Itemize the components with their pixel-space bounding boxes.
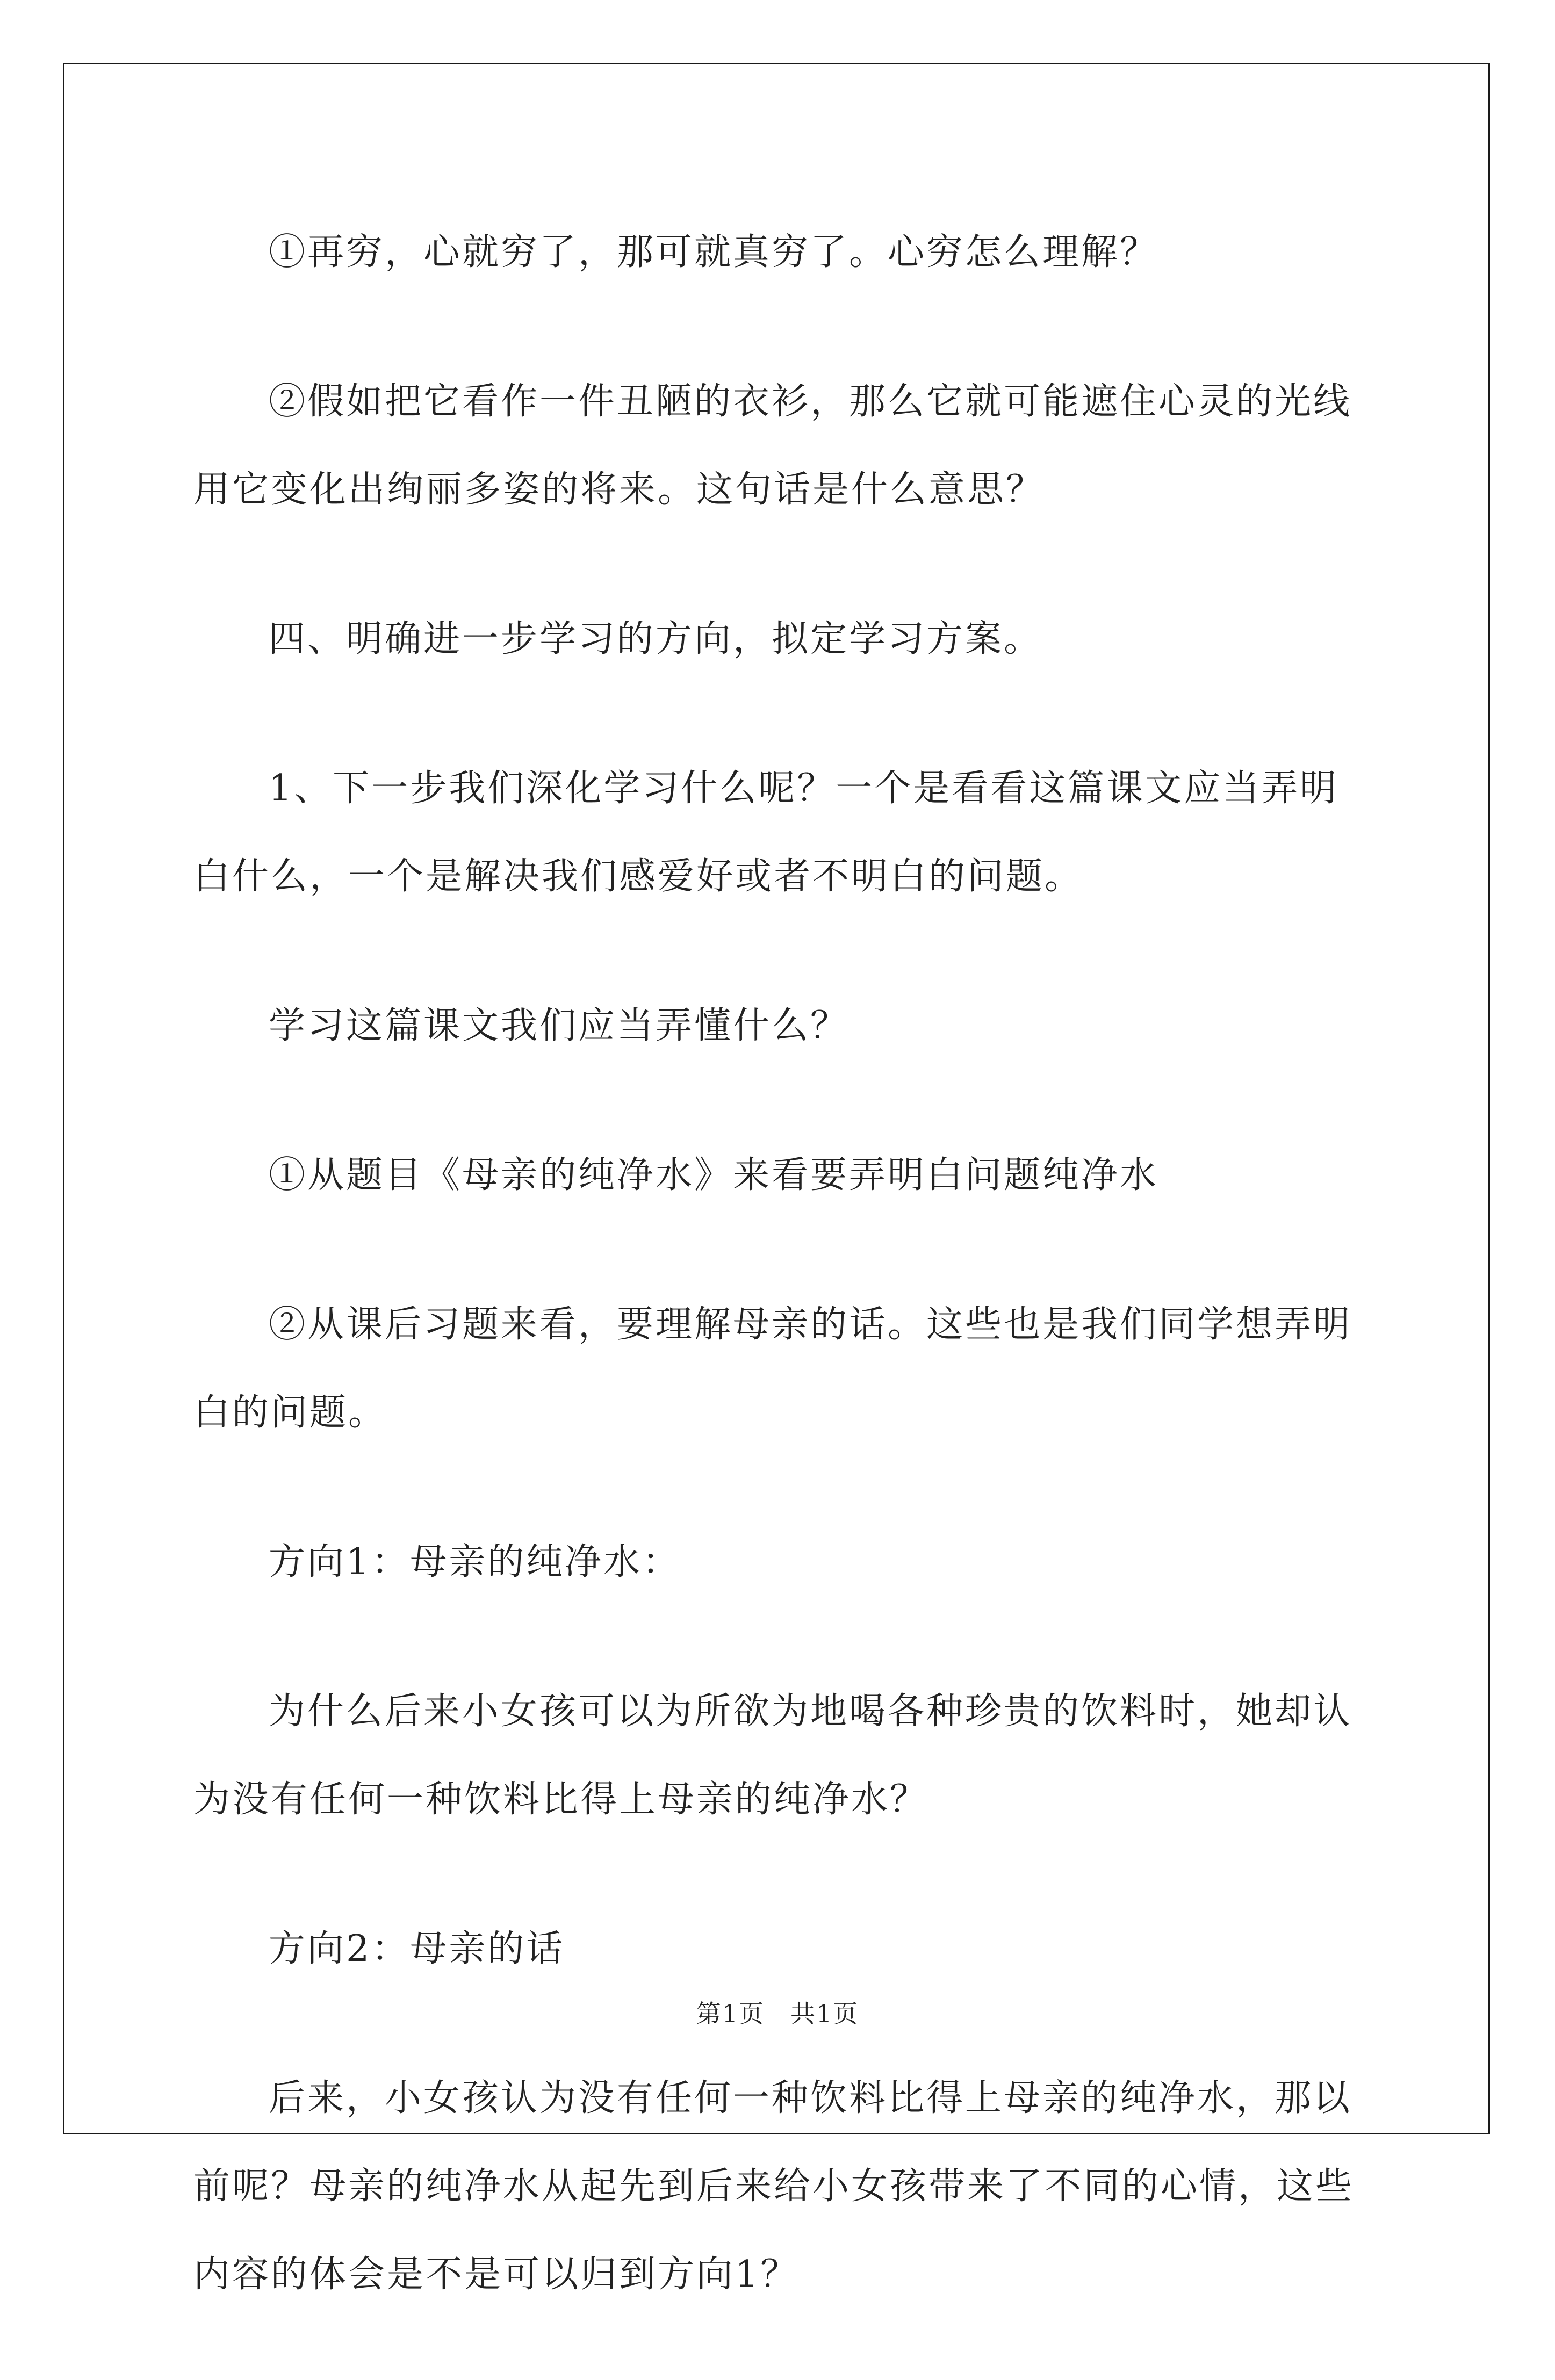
paragraph-8: 方向1：母亲的纯净水：: [269, 1541, 681, 1583]
paragraph-11: 后来，小女孩认为没有任何一种饮料比得上母亲的纯净水，那以前呢？母亲的纯净水从起先到后来给小女孩带来了不同的心情，这些内容的体会是不是可以归到方向1？: [193, 2077, 1355, 2296]
paragraph-5: 学习这篇课文我们应当弄懂什么？: [269, 1005, 850, 1047]
paragraph-2: ②假如把它看作一件丑陋的衣衫，那么它就可能遮住心灵的光线用它变化出绚丽多姿的将来。这句话是什么意思？: [193, 380, 1352, 511]
paragraph-10: 方向2：母亲的话: [269, 1928, 565, 1970]
paragraph-3: 四、明确进一步学习的方向，拟定学习方案。: [269, 618, 1043, 660]
paragraph-7: ②从课后习题来看，要理解母亲的话。这些也是我们同学想弄明白的问题。: [193, 1303, 1352, 1434]
paragraph-6: ①从题目《母亲的纯净水》来看要弄明白问题纯净水: [269, 1154, 1159, 1196]
paragraph-9: 为什么后来小女孩可以为所欲为地喝各种珍贵的饮料时，她却认为没有任何一种饮料比得上母亲的纯净水？: [193, 1690, 1352, 1821]
page-footer: 第1页 共1页: [696, 1999, 859, 2028]
paragraph-4: 1、下一步我们深化学习什么呢？一个是看看这篇课文应当弄明白什么，一个是解决我们感爱好或者不明白的问题。: [193, 767, 1339, 898]
document-body: [193, 208, 1376, 2380]
paragraph-1: ①再穷，心就穷了，那可就真穷了。心穷怎么理解？: [269, 231, 1159, 273]
